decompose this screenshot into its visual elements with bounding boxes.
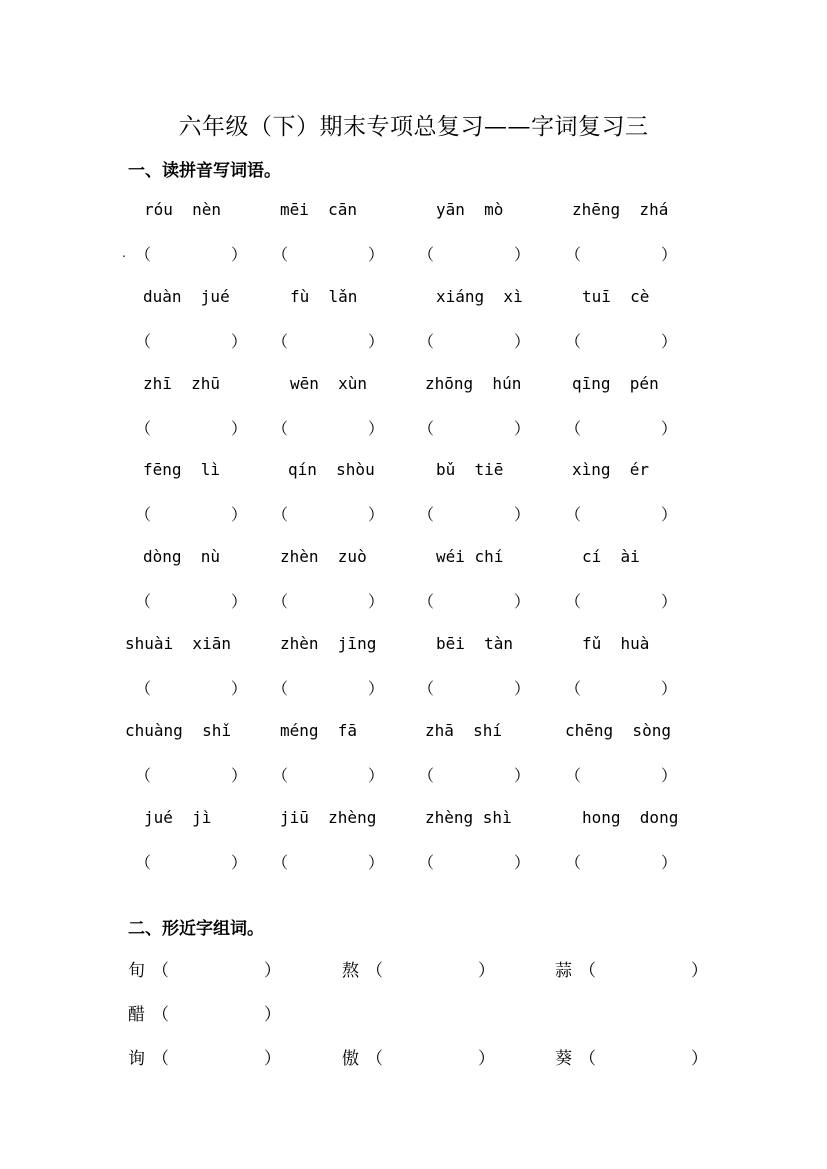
close-bracket: ） — [367, 679, 384, 698]
char-item — [342, 956, 495, 981]
char-item — [555, 1044, 708, 1069]
answer-blank[interactable] — [135, 416, 247, 438]
close-bracket: ） — [513, 331, 530, 351]
open-bracket: （ — [565, 679, 582, 698]
pinyin-prompt: yān mò — [436, 200, 504, 219]
answer-blank[interactable] — [135, 850, 247, 872]
open-bracket: （ — [135, 331, 152, 351]
pinyin-prompt: méng fā — [280, 720, 358, 740]
answer-blank[interactable] — [565, 763, 677, 785]
close-bracket: ） — [660, 679, 677, 698]
answer-blank[interactable] — [135, 589, 247, 611]
open-bracket: （ — [418, 418, 435, 438]
close-bracket: ） — [513, 245, 530, 264]
pinyin-prompt: cí ài — [582, 547, 640, 567]
close-bracket: ） — [513, 679, 530, 698]
answer-blank[interactable] — [418, 416, 530, 438]
char-item — [128, 956, 281, 981]
open-bracket: （ — [272, 852, 289, 872]
pinyin-row — [0, 634, 827, 658]
answer-row — [0, 676, 827, 700]
answer-blank[interactable] — [418, 850, 530, 872]
prompt-character: 葵 — [555, 1049, 572, 1069]
char-item — [555, 956, 708, 981]
pinyin-prompt: bǔ tiē — [436, 460, 504, 480]
open-bracket: （ — [135, 679, 152, 698]
close-bracket: ） — [660, 765, 677, 785]
answer-blank[interactable] — [135, 242, 247, 264]
pinyin-row — [0, 374, 827, 398]
open-bracket: （ — [418, 592, 435, 612]
pinyin-prompt: fǔ huà — [582, 634, 650, 653]
open-bracket[interactable]: （ — [366, 961, 383, 981]
close-bracket: ） — [264, 1049, 281, 1069]
close-bracket: ） — [230, 592, 247, 612]
answer-blank[interactable] — [418, 676, 530, 698]
prompt-character: 旬 — [128, 961, 145, 981]
close-bracket: ） — [230, 418, 247, 438]
open-bracket: （ — [135, 765, 152, 785]
pinyin-prompt: chuàng shǐ — [125, 720, 231, 740]
close-bracket: ） — [660, 331, 677, 351]
pinyin-prompt: wēn xùn — [290, 373, 368, 393]
pinyin-prompt: mēi cān — [280, 200, 358, 219]
close-bracket: ） — [367, 765, 384, 785]
close-bracket: ） — [513, 418, 530, 438]
answer-row — [0, 242, 827, 266]
pinyin-prompt: tuī cè — [582, 286, 650, 306]
char-row — [0, 1000, 827, 1026]
pinyin-prompt: chēng sòng — [565, 720, 671, 740]
answer-blank[interactable] — [565, 850, 677, 872]
open-bracket[interactable]: （ — [152, 1005, 169, 1025]
close-bracket: ） — [230, 765, 247, 785]
close-bracket: ） — [264, 1005, 281, 1025]
open-bracket: （ — [565, 505, 582, 525]
pinyin-prompt: dòng nù — [143, 547, 221, 567]
open-bracket: （ — [272, 679, 289, 698]
close-bracket: ） — [367, 592, 384, 612]
open-bracket[interactable]: （ — [152, 961, 169, 981]
prompt-character: 熬 — [342, 961, 359, 981]
pinyin-row — [0, 721, 827, 745]
prompt-character: 蒜 — [555, 961, 572, 981]
answer-blank[interactable] — [565, 676, 677, 698]
pinyin-row — [0, 200, 827, 224]
close-bracket: ） — [230, 245, 247, 264]
open-bracket: （ — [135, 592, 152, 612]
prompt-character: 询 — [128, 1049, 145, 1069]
close-bracket: ） — [367, 852, 384, 872]
pinyin-prompt: zhèn zuò — [280, 547, 367, 567]
open-bracket: （ — [135, 505, 152, 525]
close-bracket: ） — [513, 765, 530, 785]
close-bracket: ） — [367, 245, 384, 264]
answer-blank[interactable] — [565, 502, 677, 524]
open-bracket: （ — [272, 331, 289, 351]
answer-blank[interactable] — [418, 763, 530, 785]
answer-blank[interactable] — [565, 589, 677, 611]
open-bracket: （ — [418, 331, 435, 351]
pinyin-prompt: zhèn jīng — [280, 634, 377, 653]
pinyin-prompt: zhī zhū — [143, 373, 221, 393]
char-row — [0, 1044, 827, 1070]
open-bracket[interactable]: （ — [579, 961, 596, 981]
pinyin-prompt: hong dong — [582, 807, 679, 827]
answer-blank[interactable] — [135, 676, 247, 698]
close-bracket: ） — [660, 592, 677, 612]
pinyin-prompt: xiáng xì — [436, 286, 523, 306]
open-bracket: （ — [565, 765, 582, 785]
prompt-character: 醋 — [128, 1005, 145, 1025]
open-bracket: （ — [418, 679, 435, 698]
answer-blank[interactable] — [272, 676, 384, 698]
char-row — [0, 956, 827, 982]
stray-dot: . — [122, 246, 126, 260]
open-bracket[interactable]: （ — [366, 1049, 383, 1069]
pinyin-prompt: shuài xiān — [125, 634, 231, 653]
answer-row — [0, 416, 827, 440]
answer-blank[interactable] — [272, 589, 384, 611]
pinyin-prompt: jiū zhèng — [280, 807, 377, 827]
open-bracket: （ — [418, 245, 435, 264]
close-bracket: ） — [367, 505, 384, 525]
answer-blank[interactable] — [418, 502, 530, 524]
section-2-heading: 二、形近字组词。 — [128, 919, 264, 939]
open-bracket: （ — [565, 418, 582, 438]
answer-blank[interactable] — [272, 850, 384, 872]
answer-blank[interactable] — [135, 502, 247, 524]
pinyin-prompt: wéi chí — [436, 547, 504, 567]
pinyin-prompt: xìng ér — [572, 460, 650, 480]
close-bracket: ） — [513, 852, 530, 872]
pinyin-prompt: qín shòu — [288, 460, 375, 480]
close-bracket: ） — [660, 418, 677, 438]
answer-row — [0, 329, 827, 353]
open-bracket[interactable]: （ — [152, 1049, 169, 1069]
answer-row — [0, 850, 827, 874]
close-bracket: ） — [660, 505, 677, 525]
close-bracket: ） — [367, 418, 384, 438]
close-bracket: ） — [230, 679, 247, 698]
answer-blank[interactable] — [272, 242, 384, 264]
pinyin-row — [0, 547, 827, 571]
open-bracket: （ — [272, 418, 289, 438]
char-item — [128, 1000, 281, 1025]
open-bracket: （ — [418, 765, 435, 785]
close-bracket: ） — [660, 852, 677, 872]
close-bracket: ） — [513, 505, 530, 525]
pinyin-prompt: zhā shí — [425, 720, 503, 740]
open-bracket: （ — [565, 592, 582, 612]
pinyin-prompt: fù lǎn — [290, 286, 358, 306]
open-bracket: （ — [135, 245, 152, 264]
close-bracket: ） — [230, 505, 247, 525]
open-bracket[interactable]: （ — [579, 1049, 596, 1069]
open-bracket: （ — [272, 505, 289, 525]
answer-row — [0, 763, 827, 787]
answer-row — [0, 502, 827, 526]
answer-blank[interactable] — [418, 329, 530, 351]
close-bracket: ） — [513, 592, 530, 612]
section-1-heading: 一、读拼音写词语。 — [128, 161, 281, 181]
open-bracket: （ — [565, 331, 582, 351]
close-bracket: ） — [230, 852, 247, 872]
pinyin-prompt: qīng pén — [572, 373, 659, 393]
answer-blank[interactable] — [272, 416, 384, 438]
open-bracket: （ — [272, 592, 289, 612]
pinyin-prompt: zhēng zhá — [572, 200, 669, 219]
open-bracket: （ — [272, 765, 289, 785]
close-bracket: ） — [660, 245, 677, 264]
pinyin-prompt: jué jì — [144, 807, 212, 827]
open-bracket: （ — [565, 245, 582, 264]
pinyin-prompt: róu nèn — [144, 200, 222, 219]
answer-blank[interactable] — [418, 589, 530, 611]
answer-blank[interactable] — [135, 763, 247, 785]
close-bracket: ） — [367, 331, 384, 351]
open-bracket: （ — [135, 852, 152, 872]
open-bracket: （ — [418, 505, 435, 525]
pinyin-row — [0, 287, 827, 311]
pinyin-row — [0, 808, 827, 832]
open-bracket: （ — [272, 245, 289, 264]
answer-blank[interactable] — [565, 416, 677, 438]
answer-row — [0, 589, 827, 613]
open-bracket: （ — [418, 852, 435, 872]
close-bracket: ） — [264, 961, 281, 981]
answer-blank[interactable] — [272, 763, 384, 785]
close-bracket: ） — [230, 331, 247, 351]
pinyin-prompt: duàn jué — [143, 286, 230, 306]
char-item — [128, 1044, 281, 1069]
page-title: 六年级（下）期末专项总复习——字词复习三 — [178, 114, 649, 140]
pinyin-prompt: fēng lì — [143, 460, 221, 480]
answer-blank[interactable] — [135, 329, 247, 351]
answer-blank[interactable] — [272, 329, 384, 351]
answer-blank[interactable] — [565, 242, 677, 264]
open-bracket: （ — [565, 852, 582, 872]
answer-blank[interactable] — [418, 242, 530, 264]
pinyin-prompt: zhōng hún — [425, 373, 522, 393]
prompt-character: 傲 — [342, 1049, 359, 1069]
answer-blank[interactable] — [565, 329, 677, 351]
close-bracket: ） — [691, 1049, 708, 1069]
close-bracket: ） — [478, 961, 495, 981]
pinyin-prompt: zhèng shì — [425, 807, 512, 827]
char-item — [342, 1044, 495, 1069]
pinyin-row — [0, 460, 827, 484]
close-bracket: ） — [691, 961, 708, 981]
pinyin-prompt: bēi tàn — [436, 634, 514, 653]
close-bracket: ） — [478, 1049, 495, 1069]
open-bracket: （ — [135, 418, 152, 438]
answer-blank[interactable] — [272, 502, 384, 524]
